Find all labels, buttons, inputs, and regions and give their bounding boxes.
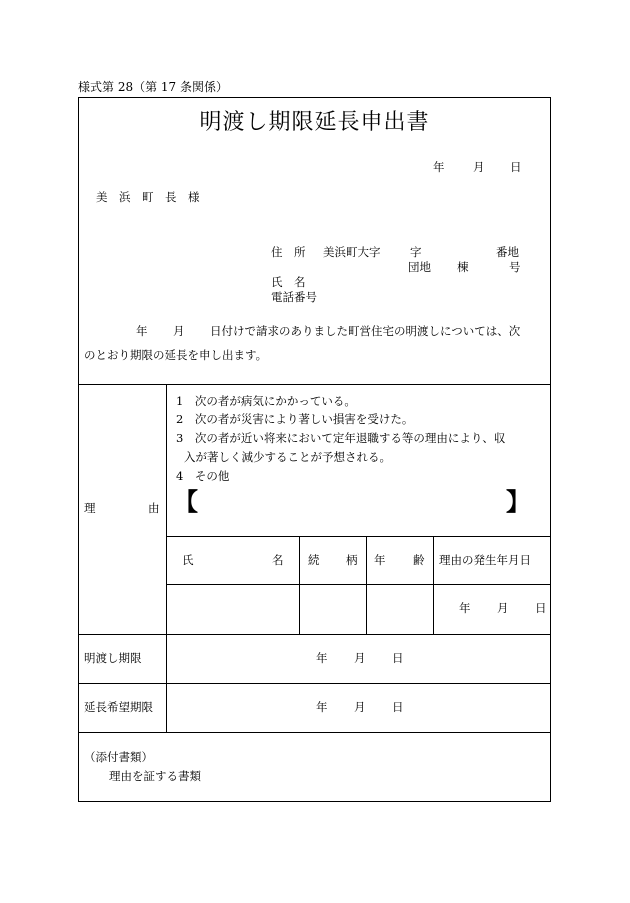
extension-month: 月 [354,700,366,714]
divider-table-col3 [433,536,434,634]
bracket-open: 【 [174,487,198,516]
aza-label: 字 [410,245,422,259]
date-day: 日 [510,160,522,174]
reason-item-4: 4 その他 [176,469,230,483]
statement-line2: のとおり期限の延長を申し出ます。 [84,348,268,362]
eviction-month: 月 [354,651,366,665]
header-age-2: 齢 [413,553,425,567]
reason-label-2: 由 [148,501,160,515]
header-date: 理由の発生年月日 [439,553,531,567]
statement-line1: 日付けで請求のありました町営住宅の明渡しについては、次 [210,324,521,338]
statement-year: 年 [136,324,148,338]
cell-date-day: 日 [535,601,547,615]
danchi-label: 団地 [408,260,431,274]
reason-item-1: 1 次の者が病気にかかっている。 [176,394,356,408]
header-age-1: 年 [374,553,386,567]
address-label: 住 所 [271,245,306,259]
form-number: 様式第 28（第 17 条関係） [78,80,228,94]
divider-table-col2 [366,536,367,634]
addressee: 美 浜 町 長 様 [96,190,200,204]
go-label: 号 [509,260,521,274]
divider-attachments-top [78,732,551,733]
divider-extension-top [78,683,551,684]
banchi-label: 番地 [496,245,519,259]
extension-day: 日 [392,700,404,714]
header-name-2: 名 [272,553,284,567]
attachments-item: 理由を証する書類 [109,769,201,783]
phone-label: 電話番号 [271,290,317,304]
tou-label: 棟 [457,260,469,274]
name-label: 氏 名 [271,275,306,289]
statement-month: 月 [173,324,185,338]
attachments-label: （添付書類） [84,750,153,764]
header-name-1: 氏 [182,553,194,567]
page-title: 明渡し期限延長申出書 [199,110,430,135]
date-month: 月 [473,160,485,174]
eviction-day: 日 [392,651,404,665]
reason-item-3-cont: 入が著しく減少することが予想される。 [184,450,391,464]
extension-deadline-label: 延長希望期限 [84,700,153,714]
divider-table-header [166,584,551,585]
header-relation-2: 柄 [346,553,358,567]
eviction-deadline-label: 明渡し期限 [84,651,142,665]
divider-table-col1 [299,536,300,634]
divider-eviction-top [78,634,551,635]
eviction-year: 年 [316,651,328,665]
extension-year: 年 [316,700,328,714]
reason-item-2: 2 次の者が災害により著しい損害を受けた。 [176,412,414,426]
header-relation-1: 続 [308,553,320,567]
cell-date-month: 月 [497,601,509,615]
divider-label-column [166,384,167,733]
date-year: 年 [433,160,445,174]
cell-date-year: 年 [459,601,471,615]
address-value: 美浜町大字 [323,245,381,259]
reason-label-1: 理 [84,501,96,515]
reason-item-3: 3 次の者が近い将来において定年退職する等の理由により、収 [176,431,506,445]
divider-reason-top [78,384,551,385]
bracket-close: 】 [506,487,530,516]
divider-table-top [166,536,551,537]
